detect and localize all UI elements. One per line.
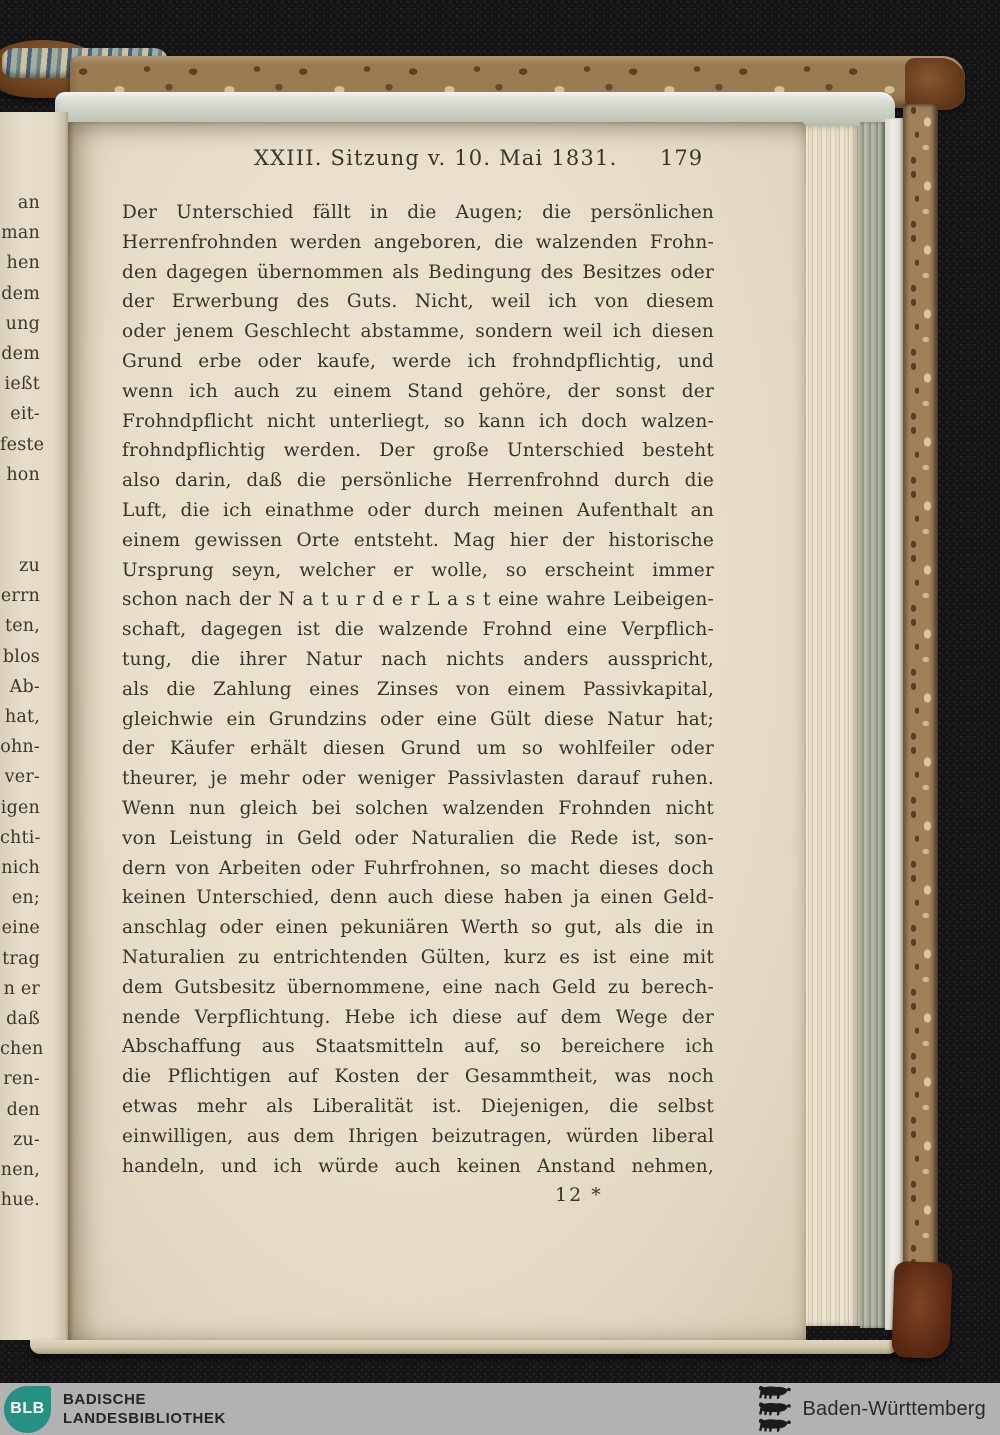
library-name-line2: LANDESBIBLIOTHEK [63, 1410, 226, 1427]
body-text-line: einwilligen, aus dem Ihrigen beizutragen, würden liberal [122, 1125, 714, 1147]
left-page-fragment: Ab- [9, 676, 40, 697]
library-name [63, 1390, 226, 1429]
body-text-line: der Käufer erhält diesen Grund um so wohlfeiler oder [122, 738, 714, 760]
left-page-fragment: hue. [0, 1190, 40, 1211]
left-page-fragment: errn [0, 586, 40, 607]
page-body-text [122, 198, 714, 1181]
left-page-fragment: en; [11, 888, 40, 909]
body-text-line: von Leistung in Geld oder Naturalien die Rede ist, son- [122, 827, 714, 849]
left-page-fragment: feste [0, 434, 45, 455]
body-text-line: wenn ich auch zu einem Stand gehöre, der sonst der [122, 380, 714, 402]
left-page-fragment: ten, [4, 616, 40, 637]
footer-bar [0, 1383, 1000, 1435]
signature-mark: 12 * [555, 1184, 603, 1206]
left-page-fragment: trag [2, 948, 40, 969]
left-page-fragment: daß [6, 1009, 40, 1030]
body-text-line: nende Verpflichtung. Hebe ich diese auf dem Wege der [122, 1006, 714, 1028]
body-text-line: die Pflichtigen auf Kosten der Gesammtheit, was noch [122, 1066, 714, 1088]
left-page-fragment: ver- [4, 767, 40, 788]
body-text-line: Herrenfrohnden werden angeboren, die walzenden Frohn- [122, 231, 714, 253]
book-page [68, 122, 806, 1348]
body-text-line: gleichwie ein Grundzins oder eine Gült diese Natur hat; [122, 708, 714, 730]
body-text-line: den dagegen übernommen als Bedingung des Besitzes oder [122, 261, 714, 283]
left-page-fragment: dem [1, 344, 40, 365]
body-text-line: Luft, die ich einathme oder durch meinen Aufenthalt an [122, 499, 714, 521]
page-header-title: XXIII. Sitzung v. 10. Mai 1831. [254, 146, 618, 170]
left-page-fragment: nen, [0, 1160, 40, 1181]
pages-bottom-edge [30, 1340, 898, 1354]
body-text-line: Grund erbe oder kaufe, werde ich frohndpflichtig, und [122, 350, 714, 372]
body-text-line: frohndpflichtig werden. Der große Unterschied besteht [122, 440, 714, 462]
body-text-line: also darin, daß die persönliche Herrenfrohnd durch die [122, 470, 714, 492]
left-page-fragment: dem [1, 283, 40, 304]
region-label: Baden-Württemberg [802, 1397, 986, 1420]
left-page-fragment: ohn- [0, 737, 40, 758]
left-page-fragment: igen [0, 797, 40, 818]
body-text-line: schon nach der N a t u r d e r L a s t eine wahre Leibeigen- [122, 589, 714, 611]
body-text-line: anschlag oder einen pekuniären Werth so gut, als die in [122, 917, 714, 939]
body-text-line: keinen Unterschied, denn auch diese haben ja einen Geld- [122, 887, 714, 909]
page-edge-tint [860, 122, 885, 1328]
page-number: 179 [660, 146, 704, 170]
body-text-line: etwas mehr als Liberalität ist. Diejenigen, die selbst [122, 1095, 714, 1117]
left-page-fragment: man [1, 223, 40, 244]
book-cover-top-corner [905, 58, 965, 110]
left-page-fragment: ren- [3, 1069, 40, 1090]
left-page-fragment: den [6, 1099, 40, 1120]
blb-logo-text: BLB [10, 1400, 45, 1417]
left-page-fragment: eine [1, 918, 40, 939]
body-text-line: Wenn nun gleich bei solchen walzenden Frohnden nicht [122, 797, 714, 819]
endpaper-edge [885, 118, 903, 1330]
left-page-fragment: n er [3, 978, 40, 999]
body-text-line: dem Gutsbesitz übernommene, eine nach Geld zu berech- [122, 976, 714, 998]
body-text-line: als die Zahlung eines Zinses von einem Passivkapital, [122, 678, 714, 700]
left-page-fragment: blos [2, 646, 40, 667]
body-text-line: theurer, je mehr oder weniger Passivlasten darauf ruhen. [122, 768, 714, 790]
left-page-fragment: hon [6, 464, 40, 485]
body-text-line: handeln, und ich würde auch keinen Anstand nehmen, [122, 1155, 714, 1177]
left-page-fragment: zu- [12, 1129, 40, 1150]
body-text-line: Der Unterschied fällt in die Augen; die persönlichen [122, 202, 714, 223]
body-text-line: Frohndpflicht nicht unterliegt, so kann ich doch walzen- [122, 410, 714, 432]
left-page-fragment: ießt [4, 374, 40, 395]
body-text-line: oder jenem Geschlecht abstamme, sondern weil ich diesen [122, 321, 714, 343]
body-text-line: dern von Arbeiten oder Fuhrfrohnen, so macht dieses doch [122, 857, 714, 879]
book-cover-marbled-edge [903, 104, 938, 1344]
body-text-line: schaft, dagegen ist die walzende Frohnd eine Verpflich- [122, 619, 714, 641]
left-page-fragment: chti- [0, 827, 41, 848]
left-page-fragments [0, 112, 68, 1216]
body-text-line: tung, die ihrer Natur nach nichts anders ausspricht, [122, 648, 714, 670]
left-page-fragment: nich [1, 858, 40, 879]
blb-logo [4, 1386, 51, 1433]
book-cover-bottom-corner [891, 1261, 952, 1359]
body-text-line: Ursprung seyn, welcher er wolle, so erscheint immer [122, 559, 714, 581]
body-text-line: Naturalien zu entrichtenden Gülten, kurz es ist eine mit [122, 946, 714, 968]
body-text-line: einem gewissen Orte entsteht. Mag hier der historische [122, 529, 714, 551]
left-page-fragment: zu [19, 556, 40, 577]
left-page-fragment: eit- [10, 404, 40, 425]
baden-wuerttemberg-lions-icon [757, 1385, 793, 1433]
body-text-line: Abschaffung aus Staatsmitteln auf, so bereichere ich [122, 1036, 714, 1058]
left-page-fragment: ung [5, 313, 40, 334]
left-page-sliver [0, 112, 68, 1340]
body-text-line: der Erwerbung des Guts. Nicht, weil ich von diesem [122, 291, 714, 313]
left-page-fragment: hat, [4, 707, 40, 728]
pages-fore-edge [800, 126, 860, 1326]
library-name-line1: BADISCHE [63, 1390, 147, 1408]
left-page-fragment: hen [6, 253, 40, 274]
left-page-fragment: an [17, 193, 40, 213]
left-page-fragment: chen [0, 1039, 44, 1060]
